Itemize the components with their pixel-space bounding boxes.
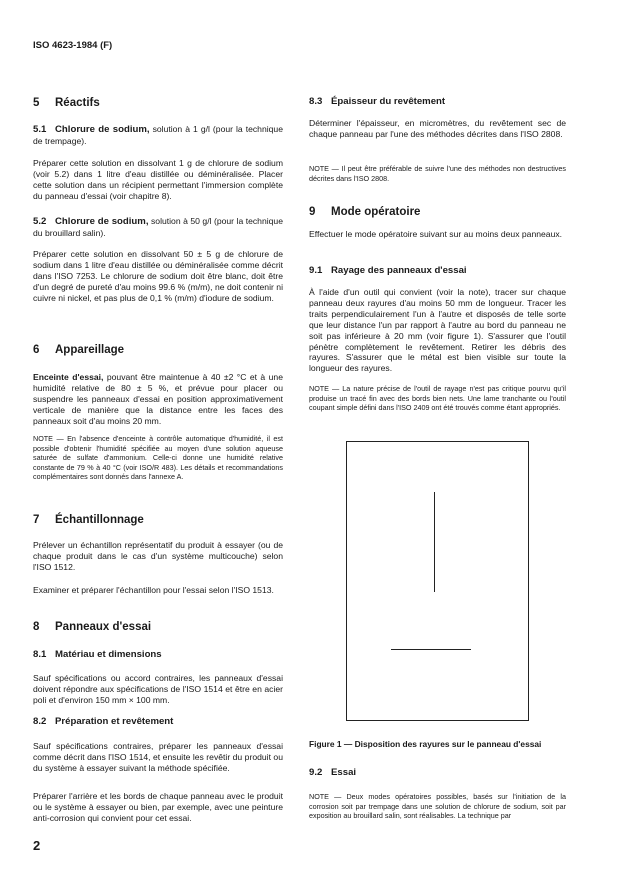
section-number: 8.2: [33, 716, 47, 727]
section-number: 6: [33, 344, 40, 356]
term-description: pouvant être maintenue à 40 ±2 °C et à une humidité relative de 80 ± 5 %, et prévue pour placer ou suspendre les panneaux d'essai en position approximativement verticale de manière que la distance entre les faces des panneaux soit d'au moins 20 mm.: [33, 372, 283, 426]
section-number: 7: [33, 514, 40, 526]
section-5-2: [33, 216, 283, 239]
term: Enceinte d'essai,: [33, 372, 104, 382]
section-8-3-heading: [309, 96, 566, 107]
section-5-1: [33, 124, 283, 147]
section-number: 8: [33, 621, 40, 633]
term: Chlorure de sodium,: [55, 124, 150, 135]
paragraph: Sauf spécifications contraires, préparer les panneaux d'essai comme décrit dans l'ISO 1514, et ensuite les revêtir du produit ou du système à essayer suivant la méthode spécifiée.: [33, 741, 283, 773]
note: NOTE — La nature précise de l'outil de rayage n'est pas critique pourvu qu'il produise un tracé fin avec des bords bien nets. Une lame tranchante ou l'outil coupant simple défini dans l'ISO 2409 ont été trouvés comme étant appropriés.: [309, 384, 566, 413]
section-8-2-heading: [33, 716, 283, 727]
paragraph: Déterminer l'épaisseur, en micromètres, du revêtement sec de chaque panneau par l'une des méthodes décrites dans l'ISO 2808.: [309, 118, 566, 139]
paragraph: Effectuer le mode opératoire suivant sur au moins deux panneaux.: [309, 229, 563, 239]
paragraph: À l'aide d'un outil qui convient (voir la note), tracer sur chaque panneau deux rayures d'au moins 50 mm de longueur. Tracer les traits perpendiculairement l'un à l'autre et disposés de telle sorte que leur distance l'un par rapport à l'autre au bord du panneau ne soit pas inférieure à 20 mm (voir figure 1). S'assurer que l'outil pénètre complètement le revêtement. Retirer les débris des rayures. S'assurer que le métal est bien visible sur toute la longueur des rayures.: [309, 287, 566, 374]
section-number: 9.2: [309, 767, 323, 778]
horizontal-scratch-line: [391, 649, 471, 650]
figure-caption: Figure 1 — Disposition des rayures sur le panneau d'essai: [309, 739, 542, 749]
section-5-heading: [33, 97, 283, 109]
section-8-1-heading: [33, 649, 283, 660]
section-number: 5.1: [33, 124, 47, 135]
term-description: solution à 1 g/l (pour la technique de trempage).: [33, 124, 283, 146]
paragraph: Préparer l'arrière et les bords de chaque panneau avec le produit ou le système à essayer ou bien, par exemple, avec une peinture anti-corrosion qui convient pour cet essai.: [33, 791, 283, 823]
section-title: Échantillonnage: [55, 514, 144, 526]
section-title: Panneaux d'essai: [55, 621, 152, 633]
section-title: Préparation et revêtement: [55, 716, 174, 727]
section-9-heading: [309, 206, 566, 218]
section-number: 9: [309, 206, 316, 218]
figure-1-panel: [346, 441, 529, 721]
section-number: 5.2: [33, 216, 47, 227]
note: NOTE — En l'absence d'enceinte à contrôle automatique d'humidité, il est possible d'obtenir l'humidité spécifiée au moyen d'une solution aqueuse saturée de sulfate d'ammonium. Celle-ci donne une humidité relative constante de 79 % à 40 °C (voir ISO/R 483). Les détails et recommandations complémentaires sont donnés dans l'annexe A.: [33, 434, 283, 482]
section-6-heading: [33, 344, 283, 356]
section-number: 8.1: [33, 649, 47, 660]
section-title: Appareillage: [55, 344, 125, 356]
section-title: Essai: [331, 767, 357, 778]
note: NOTE — Il peut être préférable de suivre l'une des méthodes non destructives décrites dans l'ISO 2808.: [309, 164, 566, 183]
term: Chlorure de sodium,: [55, 216, 149, 227]
section-title: Réactifs: [55, 97, 100, 109]
section-9-2-heading: [309, 767, 566, 778]
paragraph: Préparer cette solution en dissolvant 1 g de chlorure de sodium (voir 5.2) dans 1 litre d'eau distillée ou déminéralisée. Placer cette solution dans un récipient permettant l'immersion complète du panneau d'essai (voir chapitre 8).: [33, 158, 283, 201]
section-number: 8.3: [309, 96, 323, 107]
paragraph: Examiner et préparer l'échantillon pour l'essai selon l'ISO 1513.: [33, 585, 274, 595]
section-title: Matériau et dimensions: [55, 649, 162, 660]
document-header: ISO 4623-1984 (F): [33, 40, 113, 51]
paragraph: Sauf spécifications ou accord contraires, les panneaux d'essai doivent répondre aux spécifications de l'ISO 1514 et être en acier poli et d'environ 150 mm × 100 mm.: [33, 673, 283, 705]
section-title: Mode opératoire: [331, 206, 421, 218]
section-title: Rayage des panneaux d'essai: [331, 265, 467, 276]
section-title: Épaisseur du revêtement: [331, 96, 446, 107]
section-number: 5: [33, 97, 40, 109]
section-9-1-heading: [309, 265, 566, 276]
paragraph: Prélever un échantillon représentatif du produit à essayer (ou de chaque produit dans le cas d'un système multicouche) selon l'ISO 1512.: [33, 540, 283, 572]
term-description: solution à 50 g/l (pour la technique du brouillard salin).: [33, 216, 283, 238]
section-8-heading: [33, 621, 283, 633]
paragraph: Préparer cette solution en dissolvant 50 ± 5 g de chlorure de sodium dans 1 litre d'eau distillée ou déminéralisée comme décrit dans l'ISO 7253. Le chlorure de sodium doit être blanc, doit être d'un degré de pureté d'au moins 99.6 % (m/m), ne doit contenir ni cuivre ni nickel, et pas plus de 0,1 % (m/m) d'iodure de sodium.: [33, 249, 283, 303]
section-7-heading: [33, 514, 283, 526]
page-number: 2: [33, 838, 41, 853]
section-number: 9.1: [309, 265, 323, 276]
paragraph: [33, 372, 283, 427]
vertical-scratch-line: [434, 492, 435, 592]
note: NOTE — Deux modes opératoires possibles, basés sur l'initiation de la corrosion soit par trempage dans une solution de chlorure de sodium, soit par exposition au brouillard salin, sont réalisables. La technique par: [309, 792, 566, 821]
